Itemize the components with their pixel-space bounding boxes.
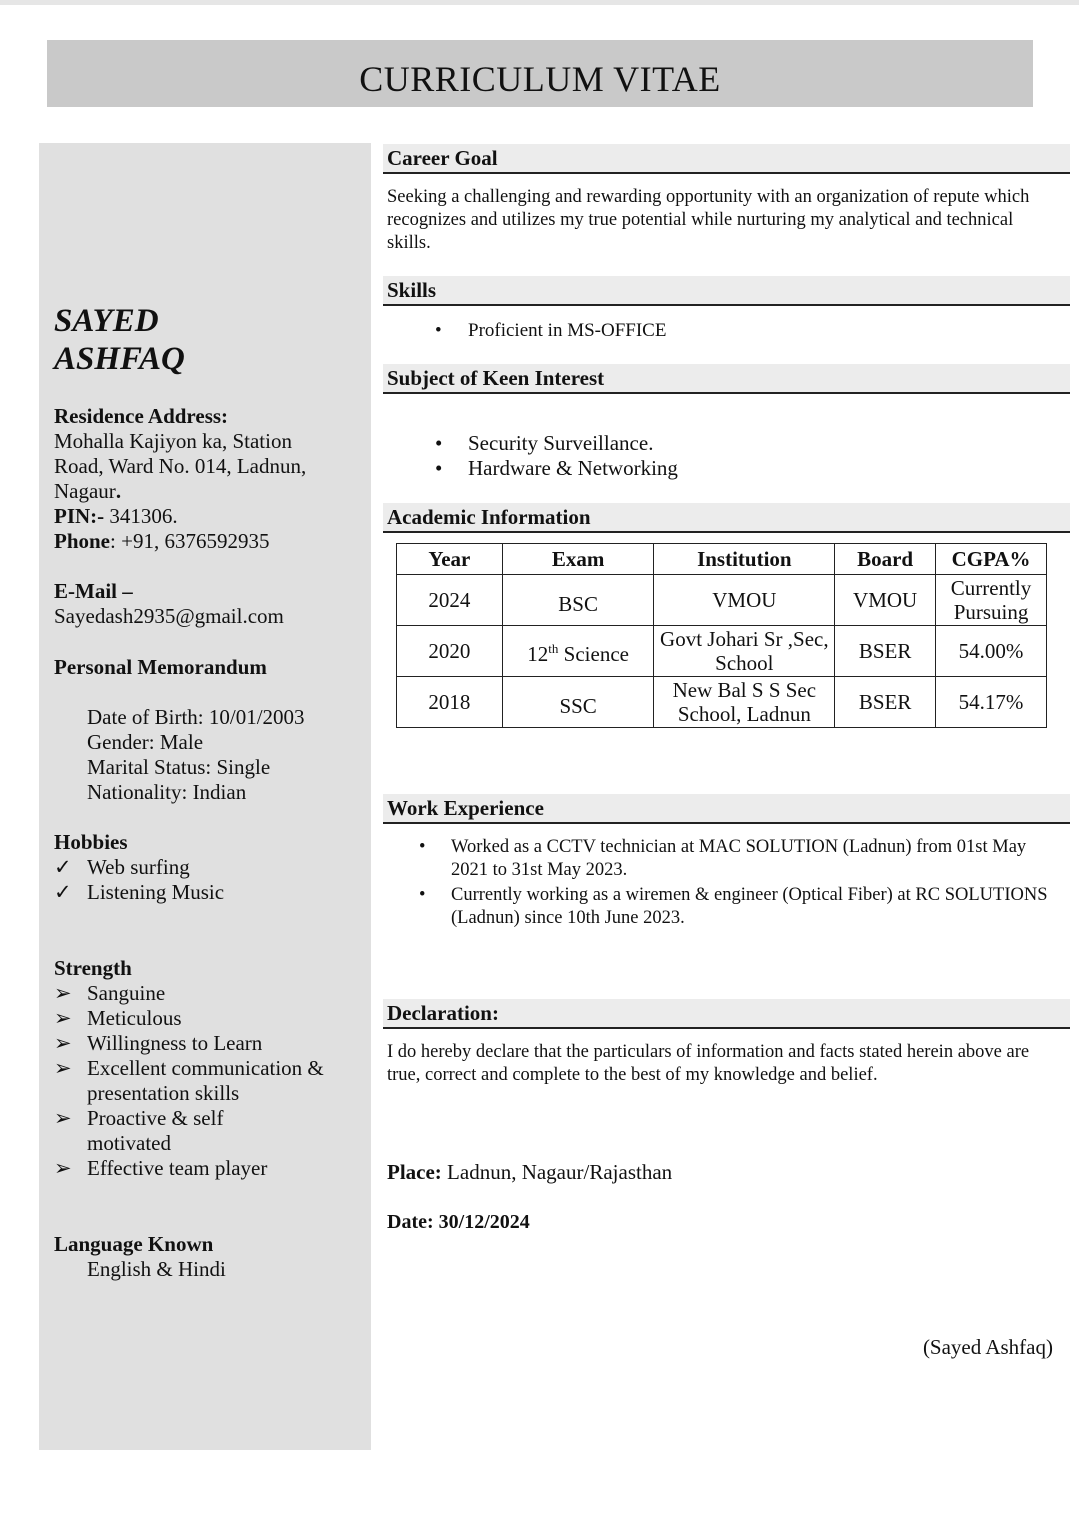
cell-institution: Govt Johari Sr ,Sec, School — [654, 626, 835, 677]
arrow-bullet-icon: ➢ — [54, 1056, 72, 1080]
strength-section — [54, 956, 364, 1181]
interest-item: • Security Surveillance. — [435, 431, 654, 455]
interest-list — [435, 431, 678, 481]
column-header: Year — [397, 544, 503, 575]
name-first: SAYED — [54, 303, 159, 339]
career-goal-text: Seeking a challenging and rewarding opportunity with an organization of repute which recognizes and utilizes my true potential while nurturing my analytical and technical skills. — [387, 187, 1030, 253]
table-header-row — [397, 544, 1047, 575]
arrow-bullet-icon: ➢ — [54, 1156, 72, 1180]
cell-year: 2018 — [397, 677, 503, 728]
address-line-3: Nagaur. — [54, 479, 122, 503]
hobbies-section — [54, 830, 364, 905]
cell-institution: VMOU — [654, 575, 835, 626]
personal-heading: Personal Memorandum — [54, 655, 267, 679]
cell-exam: BSC — [502, 575, 654, 626]
cell-exam: 12th Science — [502, 626, 654, 677]
name-last: ASHFAQ — [54, 341, 185, 377]
top-strip — [0, 0, 1079, 5]
place-line — [387, 1160, 672, 1185]
contact-block — [54, 404, 364, 554]
work-list — [419, 836, 1059, 932]
candidate-name — [54, 302, 185, 378]
bullet-icon: • — [419, 837, 426, 857]
cell-cgpa: 54.17% — [936, 677, 1047, 728]
career-goal-heading: Career Goal — [383, 144, 1070, 174]
hobby-item: ✓ Listening Music — [54, 880, 225, 904]
personal-item: Marital Status: Single — [87, 755, 271, 779]
phone-value: : +91, 6376592935 — [110, 529, 270, 553]
strength-item: ➢ Effective team player — [54, 1156, 268, 1180]
skills-list — [435, 318, 666, 343]
work-heading: Work Experience — [383, 794, 1070, 824]
personal-item: Date of Birth: 10/01/2003 — [87, 705, 305, 729]
interest-heading: Subject of Keen Interest — [383, 364, 1070, 394]
declaration-heading: Declaration: — [383, 999, 1070, 1029]
personal-list — [54, 705, 387, 805]
title-banner — [47, 40, 1033, 107]
table-row — [397, 677, 1047, 728]
bullet-icon: • — [435, 320, 442, 341]
pin-label: PIN:- — [54, 504, 105, 528]
address-line-1: Mohalla Kajiyon ka, Station — [54, 429, 292, 453]
hobby-item: ✓ Web surfing — [54, 855, 190, 879]
residence-label: Residence Address: — [54, 404, 229, 428]
work-item: • Worked as a CCTV technician at MAC SOLUTION (Ladnun) from 01st May 2021 to 31st May 2023. — [419, 837, 1027, 880]
signature: (Sayed Ashfaq) — [922, 1335, 1053, 1359]
arrow-bullet-icon: ➢ — [54, 981, 72, 1005]
pin-value: 341306. — [104, 504, 178, 528]
phone-label: Phone — [54, 529, 111, 553]
cell-board: VMOU — [835, 575, 936, 626]
bullet-icon: • — [435, 431, 443, 455]
strength-item: ➢ Proactive & self motivated — [54, 1106, 224, 1155]
email-value: Sayedash2935@gmail.com — [54, 604, 284, 628]
cell-exam: SSC — [502, 677, 654, 728]
cell-board: BSER — [835, 677, 936, 728]
phone-line — [54, 529, 364, 554]
strength-heading: Strength — [54, 956, 132, 980]
language-value: English & Hindi — [87, 1257, 226, 1281]
arrow-bullet-icon: ➢ — [54, 1031, 72, 1055]
language-heading: Language Known — [54, 1232, 214, 1256]
cell-board: BSER — [835, 626, 936, 677]
skills-heading: Skills — [383, 276, 1070, 306]
strength-item: ➢ Meticulous — [54, 1006, 182, 1030]
skill-item: • Proficient in MS-OFFICE — [435, 320, 667, 341]
language-section — [54, 1232, 364, 1282]
column-header: Board — [835, 544, 936, 575]
cell-year: 2024 — [397, 575, 503, 626]
address-line-2: Road, Ward No. 014, Ladnun, — [54, 454, 307, 478]
pin-line — [54, 504, 364, 529]
bullet-icon: • — [419, 885, 426, 905]
bullet-icon: • — [435, 456, 443, 480]
declaration-text: I do hereby declare that the particulars of information and facts stated herein above are true, correct and complete to the best of my knowledge and belief. — [387, 1042, 1030, 1085]
strength-item: ➢ Willingness to Learn — [54, 1031, 263, 1055]
academic-heading: Academic Information — [383, 503, 1070, 533]
interest-item: • Hardware & Networking — [435, 456, 678, 480]
cell-institution: New Bal S S Sec School, Ladnun — [654, 677, 835, 728]
column-header: Institution — [654, 544, 835, 575]
email-label: E-Mail – — [54, 579, 133, 603]
table-row — [397, 575, 1047, 626]
place-value: Ladnun, Nagaur/Rajasthan — [441, 1160, 673, 1184]
arrow-bullet-icon: ➢ — [54, 1106, 72, 1130]
document-title: CURRICULUM VITAE — [359, 58, 721, 99]
personal-item: Gender: Male — [87, 730, 204, 754]
hobbies-heading: Hobbies — [54, 830, 128, 854]
table-row — [397, 626, 1047, 677]
personal-item: Nationality: Indian — [87, 780, 247, 804]
strength-item: ➢ Excellent communication & presentation skills — [54, 1056, 324, 1105]
check-icon: ✓ — [54, 855, 72, 879]
check-icon: ✓ — [54, 880, 72, 904]
cell-year: 2020 — [397, 626, 503, 677]
cell-cgpa: Currently Pursuing — [936, 575, 1047, 626]
column-header: Exam — [502, 544, 654, 575]
strength-item: ➢ Sanguine — [54, 981, 166, 1005]
email-block — [54, 579, 364, 629]
academic-table — [396, 543, 1047, 728]
work-item: • Currently working as a wiremen & engineer (Optical Fiber) at RC SOLUTIONS (Ladnun) since 10th June 2023. — [419, 885, 1048, 928]
date-line: Date: 30/12/2024 — [387, 1211, 530, 1233]
place-label: Place: — [387, 1160, 442, 1184]
cell-cgpa: 54.00% — [936, 626, 1047, 677]
arrow-bullet-icon: ➢ — [54, 1006, 72, 1030]
column-header: CGPA% — [936, 544, 1047, 575]
